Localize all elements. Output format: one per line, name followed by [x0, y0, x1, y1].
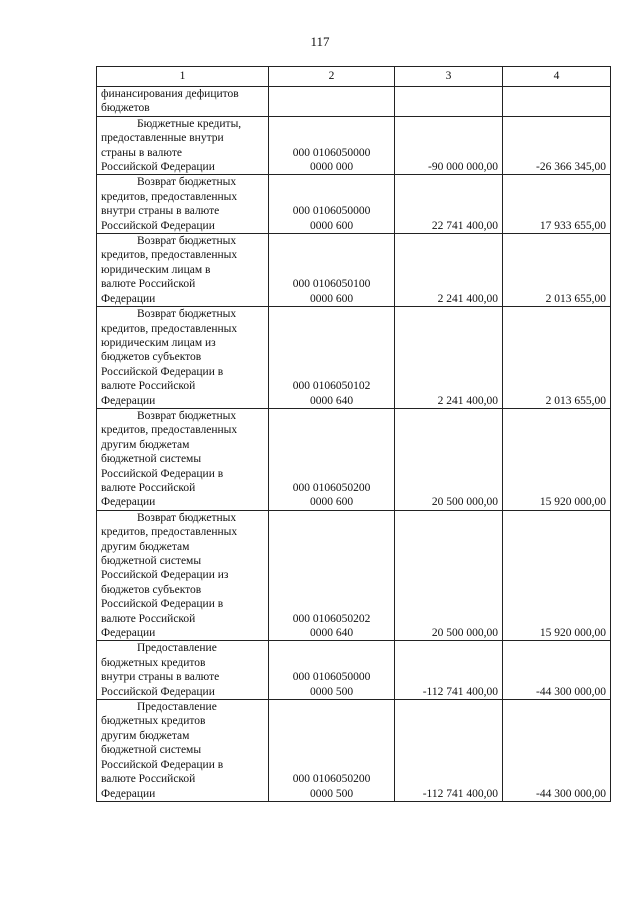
row-amount-col3: 2 241 400,00	[395, 307, 503, 409]
header-cell-4: 4	[503, 67, 611, 87]
table-row	[97, 87, 611, 117]
table-row	[97, 116, 611, 175]
row-amount-col4: 15 920 000,00	[503, 510, 611, 641]
row-code-cell: 000 0106050000 0000 600	[269, 175, 395, 234]
table-body	[97, 87, 611, 802]
table-row	[97, 234, 611, 307]
row-name-first-line: Предоставление	[137, 642, 217, 655]
row-name-text: кредитов, предоставленных юридическим лицам в валюте Российской Федерации	[101, 249, 238, 305]
header-cell-2: 2	[269, 67, 395, 87]
page-number: 117	[310, 34, 330, 49]
row-name-text: предоставленные внутри страны в валюте Российской Федерации	[101, 132, 224, 174]
row-amount-col3: -112 741 400,00	[395, 641, 503, 700]
table-row	[97, 700, 611, 802]
row-amount-col3	[395, 87, 503, 117]
row-name-first-line: Предоставление	[137, 701, 217, 714]
header-cell-1: 1	[97, 67, 269, 87]
row-code-cell: 000 0106050000 0000 500	[269, 641, 395, 700]
row-amount-col3: -112 741 400,00	[395, 700, 503, 802]
budget-table	[96, 66, 611, 802]
row-name-cell	[97, 641, 269, 700]
row-code-cell: 000 0106050102 0000 640	[269, 307, 395, 409]
row-name-text: кредитов, предоставленных другим бюджетам бюджетной системы Российской Федерации из бюджетов субъектов Российской Федерации в валюте Российской Федерации	[101, 526, 238, 640]
row-code-cell: 000 0106050100 0000 600	[269, 234, 395, 307]
table-row	[97, 510, 611, 641]
row-amount-col4: 2 013 655,00	[503, 307, 611, 409]
table-row	[97, 641, 611, 700]
row-amount-col3: -90 000 000,00	[395, 116, 503, 175]
row-name-first-line: Возврат бюджетных	[137, 235, 237, 248]
row-name-cell	[97, 234, 269, 307]
row-name-first-line: Возврат бюджетных	[137, 308, 237, 321]
row-amount-col4: -26 366 345,00	[503, 116, 611, 175]
row-name-cell	[97, 408, 269, 510]
table-row	[97, 175, 611, 234]
row-name-cell	[97, 510, 269, 641]
table-row	[97, 307, 611, 409]
row-name-text: кредитов, предоставленных юридическим лицам из бюджетов субъектов Российской Федерации в валюте Российской Федерации	[101, 322, 238, 407]
row-name-first-line: Возврат бюджетных	[137, 409, 237, 422]
row-name-cell	[97, 307, 269, 409]
row-code-cell: 000 0106050202 0000 640	[269, 510, 395, 641]
row-name-cell	[97, 116, 269, 175]
row-amount-col4: -44 300 000,00	[503, 641, 611, 700]
row-amount-col4: 17 933 655,00	[503, 175, 611, 234]
row-name-text: бюджетных кредитов внутри страны в валюте Российской Федерации	[101, 656, 220, 698]
row-name-cell	[97, 87, 269, 117]
row-code-cell: 000 0106050000 0000 000	[269, 116, 395, 175]
row-code-cell: 000 0106050200 0000 600	[269, 408, 395, 510]
row-amount-col3: 20 500 000,00	[395, 408, 503, 510]
row-name-cell	[97, 700, 269, 802]
row-name-first-line: Возврат бюджетных	[137, 176, 237, 189]
row-amount-col4: -44 300 000,00	[503, 700, 611, 802]
row-amount-col3: 2 241 400,00	[395, 234, 503, 307]
row-name-first-line: Бюджетные кредиты,	[137, 117, 242, 130]
row-code-cell: 000 0106050200 0000 500	[269, 700, 395, 802]
row-name-first-line: Возврат бюджетных	[137, 511, 237, 524]
row-name-text: кредитов, предоставленных внутри страны в валюте Российской Федерации	[101, 190, 238, 232]
row-amount-col4	[503, 87, 611, 117]
row-name-text: кредитов, предоставленных другим бюджетам бюджетной системы Российской Федерации в валюте Российской Федерации	[101, 424, 238, 509]
row-amount-col3: 22 741 400,00	[395, 175, 503, 234]
row-name-cell	[97, 175, 269, 234]
table-header-row	[97, 67, 611, 87]
row-name-text: финансирования дефицитов бюджетов	[101, 88, 239, 115]
row-code-cell	[269, 87, 395, 117]
table-row	[97, 408, 611, 510]
row-amount-col4: 15 920 000,00	[503, 408, 611, 510]
row-name-text: бюджетных кредитов другим бюджетам бюджетной системы Российской Федерации в валюте Российской Федерации	[101, 715, 224, 800]
header-cell-3: 3	[395, 67, 503, 87]
row-amount-col4: 2 013 655,00	[503, 234, 611, 307]
row-amount-col3: 20 500 000,00	[395, 510, 503, 641]
